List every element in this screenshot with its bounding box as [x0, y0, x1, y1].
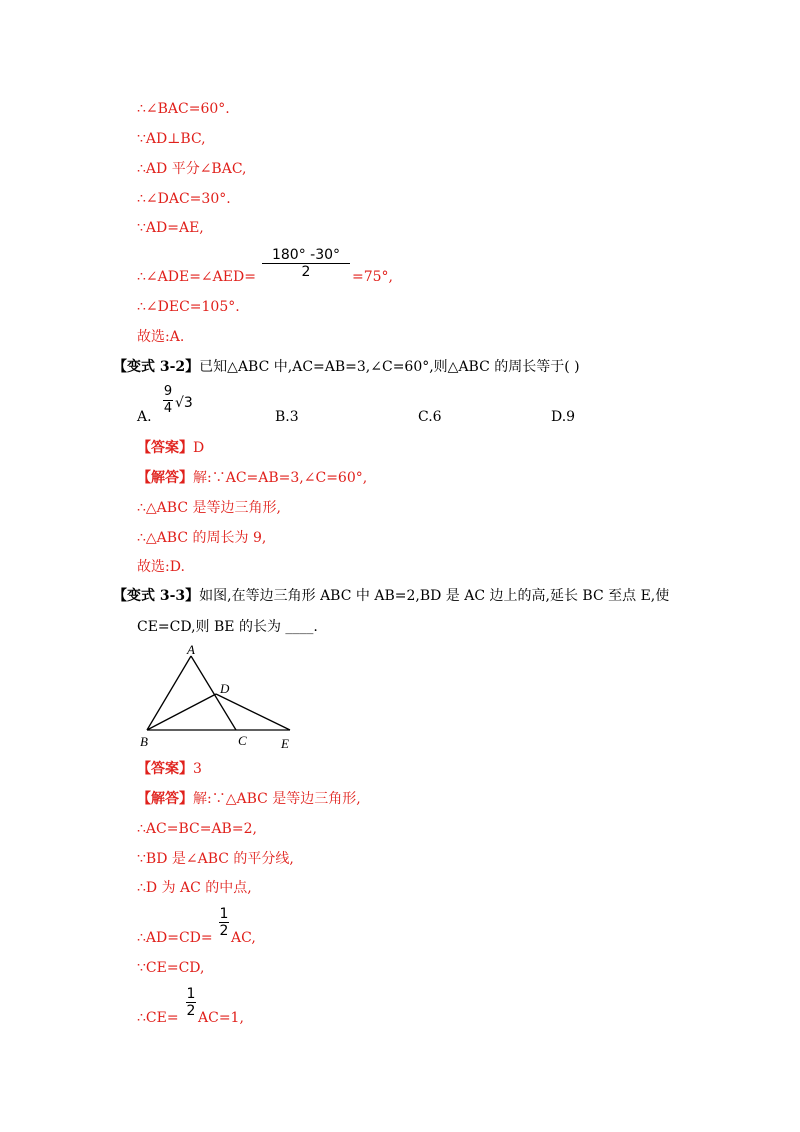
question-text-cont: CE=CD,则 BE 的长为 ____. [137, 619, 318, 635]
solution-line: ∴D 为 AC 的中点, [137, 880, 252, 896]
solution-line: 故选:A. [137, 329, 185, 345]
solution-line: ∵CE=CD, [137, 960, 205, 976]
fraction-denominator: 4 [163, 401, 173, 416]
question-text: 如图,在等边三角形 ABC 中 AB=2,BD 是 AC 边上的高,延长 BC 至点 E,使 [199, 588, 670, 604]
label-b: B [140, 734, 148, 749]
option-a-fraction [163, 384, 173, 417]
solution-line: ∵AD⊥BC, [137, 131, 206, 147]
solution-text: 解:∵△ABC 是等边三角形, [193, 791, 361, 807]
fraction-numerator: 1 [186, 986, 196, 1002]
option-b: B.3 [275, 409, 299, 425]
solution-line: ∵AD=AE, [137, 220, 204, 236]
solution-line-post: =75°, [352, 269, 393, 285]
answer [137, 759, 202, 779]
fraction-numerator: 9 [163, 384, 173, 399]
fraction [186, 986, 196, 1019]
solution-text: 解:∵AC=AB=3,∠C=60°, [193, 470, 368, 486]
fraction [262, 247, 350, 280]
question-text: 已知△ABC 中,AC=AB=3,∠C=60°,则△ABC 的周长等于( ) [199, 359, 580, 375]
solution-line: 故选:D. [137, 559, 185, 575]
fraction-denominator: 2 [301, 264, 311, 280]
label-a: A [187, 642, 195, 657]
triangle-figure [130, 638, 310, 754]
answer-value: D [193, 440, 205, 456]
answer-tag: 【答案】 [137, 440, 193, 456]
solution-tag: 【解答】 [137, 791, 193, 807]
solution-line: ∵BD 是∠ABC 的平分线, [137, 851, 294, 867]
fraction [219, 906, 229, 939]
solution-line-pre: ∴CE= [137, 1010, 179, 1026]
option-a-radical: √3 [175, 395, 193, 411]
label-d: D [220, 681, 230, 696]
solution-line: ∴AD 平分∠BAC, [137, 161, 247, 177]
solution-line-pre: ∴AD=CD= [137, 930, 213, 946]
solution-line: ∴△ABC 的周长为 9, [137, 530, 267, 546]
solution-line: ∴AC=BC=AB=2, [137, 821, 257, 837]
solution-line [137, 789, 361, 809]
fraction-denominator: 2 [219, 923, 229, 939]
fraction-numerator: 180° -30° [271, 247, 341, 263]
fraction-numerator: 1 [219, 906, 229, 922]
label-c: C [238, 733, 247, 748]
option-a-label: A. [137, 409, 152, 425]
question-3-2 [113, 357, 580, 377]
answer-value: 3 [193, 761, 202, 777]
label-e: E [281, 736, 289, 751]
segment-de [216, 694, 290, 730]
solution-line: ∴∠BAC=60°. [137, 101, 230, 117]
solution-line-post: AC, [231, 930, 256, 946]
question-tag: 【变式 3-2】 [113, 359, 200, 375]
option-c: C.6 [418, 409, 442, 425]
solution-line-pre: ∴∠ADE=∠AED= [137, 269, 256, 285]
option-d: D.9 [551, 409, 576, 425]
fraction-denominator: 2 [186, 1003, 196, 1019]
question-tag: 【变式 3-3】 [113, 588, 200, 604]
solution-line [137, 468, 367, 488]
solution-line: ∴△ABC 是等边三角形, [137, 500, 281, 516]
solution-line-post: AC=1, [198, 1010, 244, 1026]
solution-line: ∴∠DAC=30°. [137, 191, 231, 207]
answer-tag: 【答案】 [137, 761, 193, 777]
question-3-3 [113, 586, 669, 606]
solution-tag: 【解答】 [137, 470, 193, 486]
solution-line: ∴∠DEC=105°. [137, 299, 240, 315]
answer [137, 438, 204, 458]
